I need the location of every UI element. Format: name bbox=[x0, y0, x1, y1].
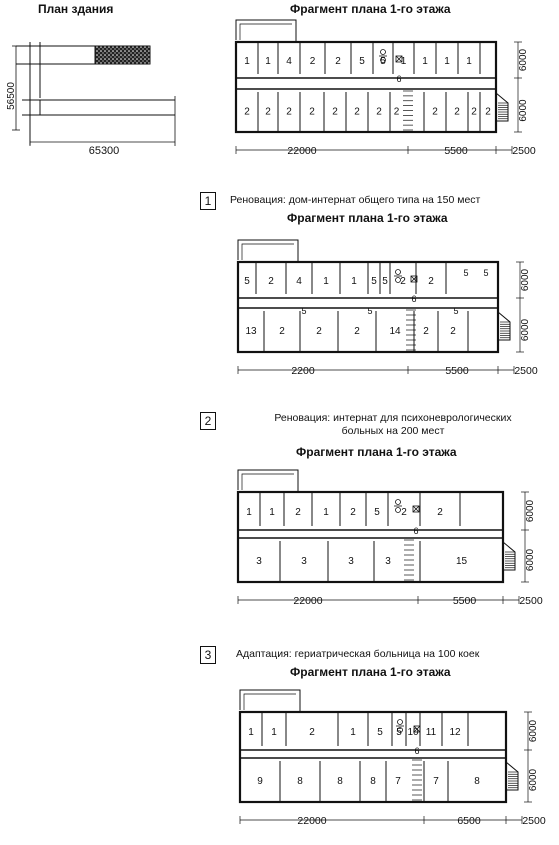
room-label-bottom: 2 bbox=[354, 106, 360, 118]
room-label-bottom: 8 bbox=[337, 776, 343, 787]
label-6: 6 bbox=[411, 294, 417, 304]
room-label-bottom: 2 bbox=[471, 106, 477, 118]
room-label-top: 5 bbox=[382, 276, 388, 287]
room-label-top: 5 bbox=[371, 276, 377, 287]
plan-0-header: Фрагмент плана 1-го этажа bbox=[290, 2, 451, 16]
room-label-top: 1 bbox=[350, 727, 356, 738]
room-label-top: 2 bbox=[335, 56, 341, 67]
site-plan-dim-vertical: 56500 bbox=[6, 82, 17, 110]
plan-3-header: Фрагмент плана 1-го этажа bbox=[290, 665, 451, 679]
room-label-top: 1 bbox=[323, 507, 329, 518]
room-label-top: 5 bbox=[377, 727, 383, 738]
plan-3-number-box: 3 bbox=[200, 646, 216, 664]
site-plan-dim-horizontal: 65300 bbox=[88, 145, 120, 157]
site-plan-highlighted-block bbox=[95, 46, 150, 64]
room-label-top: 11 bbox=[425, 727, 437, 738]
site-plan-drawing bbox=[0, 30, 200, 190]
room-label-top: 2 bbox=[400, 276, 406, 287]
canopy-inner bbox=[244, 694, 296, 710]
room-label-bottom: 2 bbox=[265, 106, 271, 118]
plan-3-caption: Адаптация: гериатрическая больница на 100 коек bbox=[236, 648, 480, 660]
room-label-top: 2 bbox=[309, 727, 315, 738]
room-label-top: 5 bbox=[396, 727, 402, 738]
room-label-top: 4 bbox=[296, 276, 302, 287]
dim-v2: 6000 bbox=[525, 548, 536, 572]
dim-right: 2500 bbox=[522, 815, 546, 827]
room-label-bottom: 3 bbox=[256, 556, 262, 567]
room-label-top: 5 bbox=[374, 507, 380, 518]
staircase bbox=[403, 91, 413, 130]
room-label-top: 1 bbox=[444, 56, 450, 67]
dim-left: 22000 bbox=[293, 595, 323, 607]
entrance-stair bbox=[500, 322, 510, 340]
room-label-bottom: 14 bbox=[389, 326, 401, 337]
dim-right: 2500 bbox=[512, 145, 536, 157]
entrance-stair bbox=[505, 552, 515, 570]
room-label-top: 4 bbox=[286, 56, 292, 67]
room-label-bottom: 7 bbox=[433, 776, 439, 787]
canopy bbox=[238, 240, 298, 262]
floor-plan-2 bbox=[228, 462, 548, 617]
room-label-bottom: 3 bbox=[348, 556, 354, 567]
room-label-bottom: 2 bbox=[432, 106, 438, 118]
room-label-bottom: 3 bbox=[385, 556, 391, 567]
room-label-bottom: 9 bbox=[257, 776, 263, 787]
room-label-top: 1 bbox=[244, 56, 250, 67]
dim-mid: 5500 bbox=[452, 595, 477, 607]
room-label-top: 1 bbox=[248, 727, 254, 738]
room-label-bottom: 2 bbox=[354, 326, 360, 337]
label-6: 6 bbox=[396, 74, 402, 84]
room-label-bottom: 8 bbox=[474, 776, 480, 787]
label-6: 6 bbox=[414, 746, 420, 756]
room-label-top: 1 bbox=[269, 507, 275, 518]
entrance-stair bbox=[498, 103, 508, 121]
staircase bbox=[412, 760, 422, 800]
dim-left: 22000 bbox=[287, 145, 317, 157]
room-label-top: 1 bbox=[323, 276, 329, 287]
plan-2-caption-line1: Реновация: интернат для психоневрологических bbox=[274, 412, 512, 424]
room-label-top: 1 bbox=[271, 727, 277, 738]
canopy-inner bbox=[240, 24, 292, 40]
room-label-bottom: 2 bbox=[450, 326, 456, 337]
room-label-top: 5 bbox=[359, 56, 365, 67]
room-label-bottom: 2 bbox=[332, 106, 338, 118]
room-label-bottom: 2 bbox=[316, 326, 322, 337]
room-label-top: 10 bbox=[407, 727, 419, 738]
room-label-top: 1 bbox=[400, 56, 407, 67]
room-label-top: 2 bbox=[295, 507, 301, 518]
dim-v2: 6000 bbox=[518, 99, 529, 122]
room-label-bottom: 15 bbox=[455, 556, 468, 567]
room-label-bottom: 2 bbox=[286, 106, 292, 118]
dim-right: 2500 bbox=[514, 365, 538, 377]
floor-plan-1 bbox=[228, 228, 548, 388]
room-label-bottom: 2 bbox=[423, 326, 429, 337]
dim-left: 22000 bbox=[297, 815, 327, 827]
room-label-bottom: 8 bbox=[297, 776, 303, 787]
plan-2-header: Фрагмент плана 1-го этажа bbox=[296, 445, 457, 459]
dim-v1: 6000 bbox=[518, 48, 529, 72]
room-label-top: 5 bbox=[380, 56, 386, 67]
canopy-inner bbox=[242, 244, 294, 260]
plan-2-caption bbox=[238, 412, 548, 438]
room-label-bottom: 2 bbox=[279, 326, 285, 337]
dim-v2: 6000 bbox=[520, 318, 531, 342]
dim-mid: 5500 bbox=[444, 145, 468, 157]
room-label-bottom: 7 bbox=[395, 776, 401, 787]
room-sub-label: 5 bbox=[463, 268, 469, 278]
canopy-inner bbox=[242, 474, 294, 490]
room-label-top: 1 bbox=[265, 56, 271, 67]
room-label-bottom: 2 bbox=[309, 106, 315, 118]
ventilation-shaft bbox=[413, 506, 419, 512]
outer-wall bbox=[236, 42, 496, 132]
canopy bbox=[240, 690, 300, 712]
label-6: 6 bbox=[413, 526, 419, 536]
room-label-top: 1 bbox=[466, 56, 472, 67]
room-sub-label: 5 bbox=[367, 306, 373, 316]
room-label-top: 1 bbox=[246, 507, 252, 518]
room-label-top: 2 bbox=[437, 507, 443, 518]
dim-v1: 6000 bbox=[528, 719, 539, 743]
outer-wall bbox=[238, 492, 503, 582]
room-label-bottom: 3 bbox=[301, 556, 307, 567]
canopy bbox=[236, 20, 296, 42]
room-label-bottom: 2 bbox=[454, 106, 460, 118]
room-label-bottom: 2 bbox=[244, 106, 250, 118]
dim-v1: 6000 bbox=[520, 268, 531, 292]
plan-2-caption-line2: больных на 200 мест bbox=[341, 425, 445, 437]
floor-plan-3 bbox=[228, 682, 548, 842]
room-label-bottom: 2 bbox=[485, 106, 491, 118]
room-label-bottom: 8 bbox=[370, 776, 376, 787]
room-label-top: 2 bbox=[350, 507, 356, 518]
canopy bbox=[238, 470, 298, 492]
room-label-bottom: 13 bbox=[245, 326, 257, 337]
plan-2-number-box: 2 bbox=[200, 412, 216, 430]
dim-v1: 6000 bbox=[525, 499, 536, 523]
wc-symbol bbox=[394, 270, 402, 283]
room-label-bottom: 2 bbox=[376, 106, 382, 118]
room-label-top: 12 bbox=[449, 727, 461, 738]
room-label-top: 2 bbox=[401, 507, 407, 518]
room-sub-label: 5 bbox=[453, 306, 459, 316]
wc-symbol bbox=[394, 500, 402, 513]
room-label-top: 5 bbox=[244, 276, 250, 287]
room-label-top: 1 bbox=[351, 276, 357, 287]
site-plan-title: План здания bbox=[38, 2, 114, 16]
plan-1-header: Фрагмент плана 1-го этажа bbox=[287, 211, 448, 225]
room-label-top: 2 bbox=[309, 56, 316, 67]
room-label-top: 2 bbox=[428, 276, 434, 287]
room-label-top: 2 bbox=[268, 276, 274, 287]
dim-mid: 6500 bbox=[457, 815, 481, 827]
room-label-bottom: 2 bbox=[393, 106, 400, 118]
dim-mid: 5500 bbox=[445, 365, 469, 377]
staircase bbox=[404, 540, 414, 580]
floor-plan-0 bbox=[228, 14, 548, 179]
room-sub-label: 5 bbox=[301, 306, 307, 316]
plan-1-caption: Реновация: дом-интернат общего типа на 150 мест bbox=[230, 194, 481, 206]
entrance-stair bbox=[508, 772, 518, 790]
dim-left: 2200 bbox=[291, 365, 315, 377]
plan-1-number-box: 1 bbox=[200, 192, 216, 210]
room-sub-label: 5 bbox=[483, 268, 489, 278]
dim-v2: 6000 bbox=[528, 768, 539, 792]
room-label-top: 1 bbox=[422, 56, 428, 67]
dim-right: 2500 bbox=[519, 595, 543, 607]
